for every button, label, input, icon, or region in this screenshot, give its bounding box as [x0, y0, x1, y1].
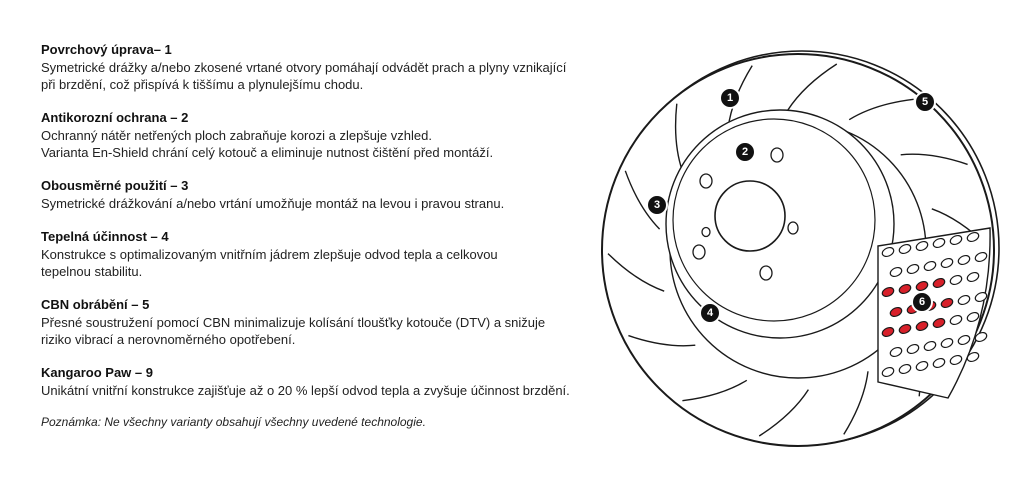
- feature-description: Konstrukce s optimalizovaným vnitřním jádrem zlepšuje odvod tepla a celkovou tepelnou stabilitu.: [41, 247, 498, 279]
- callout-1: [720, 88, 740, 108]
- feature-corrosion-protection: [41, 109, 651, 161]
- feature-title: CBN obrábění – 5: [41, 297, 150, 312]
- svg-text:4: 4: [706, 307, 714, 319]
- svg-text:5: 5: [921, 96, 929, 108]
- feature-description: Unikátní vnitřní konstrukce zajišťuje až o 20 % lepší odvod tepla a zvyšuje účinnost brzdění.: [41, 383, 570, 398]
- feature-title: Obousměrné použití – 3: [41, 178, 189, 193]
- feature-title: Povrchový úprava– 1: [41, 42, 172, 57]
- feature-description: Symetrické drážky a/nebo zkosené vrtané otvory pomáhají odvádět prach a plyny vznikající při brzdění, což přispívá k tiššímu a plynulejšímu chodu.: [41, 60, 567, 92]
- svg-text:1: 1: [726, 92, 734, 104]
- callout-6: [912, 292, 932, 312]
- feature-title: Tepelná účinnost – 4: [41, 229, 169, 244]
- callout-5: [915, 92, 935, 112]
- feature-cbn-machining: [41, 296, 651, 348]
- feature-kangaroo-paw: [41, 364, 651, 399]
- feature-thermal-efficiency: [41, 228, 651, 280]
- feature-description: Ochranný nátěr netřených ploch zabraňuje korozi a zlepšuje vzhled. Varianta En-Shield chrání celý kotouč a eliminuje nutnost čištění před montáží.: [41, 128, 494, 160]
- center-bore: [715, 181, 785, 251]
- feature-list: [41, 41, 651, 431]
- feature-bidirectional: [41, 177, 651, 212]
- footnote: Poznámka: Ne všechny varianty obsahují všechny uvedené technologie.: [41, 415, 426, 429]
- callout-4: [700, 303, 720, 323]
- feature-description: Přesné soustružení pomocí CBN minimalizuje kolísání tloušťky kotouče (DTV) a snižuje riziko vibrací a nerovnoměrného opotřebení.: [41, 315, 546, 347]
- svg-text:2: 2: [741, 146, 749, 158]
- callout-3: [647, 195, 667, 215]
- feature-surface-finish: [41, 41, 651, 93]
- svg-text:3: 3: [653, 199, 661, 211]
- svg-text:6: 6: [918, 296, 926, 308]
- brake-disc-illustration: [600, 40, 1010, 460]
- feature-title: Kangaroo Paw – 9: [41, 365, 153, 380]
- feature-description: Symetrické drážkování a/nebo vrtání umožňuje montáž na levou i pravou stranu.: [41, 196, 505, 211]
- feature-title: Antikorozní ochrana – 2: [41, 110, 189, 125]
- callout-2: [735, 142, 755, 162]
